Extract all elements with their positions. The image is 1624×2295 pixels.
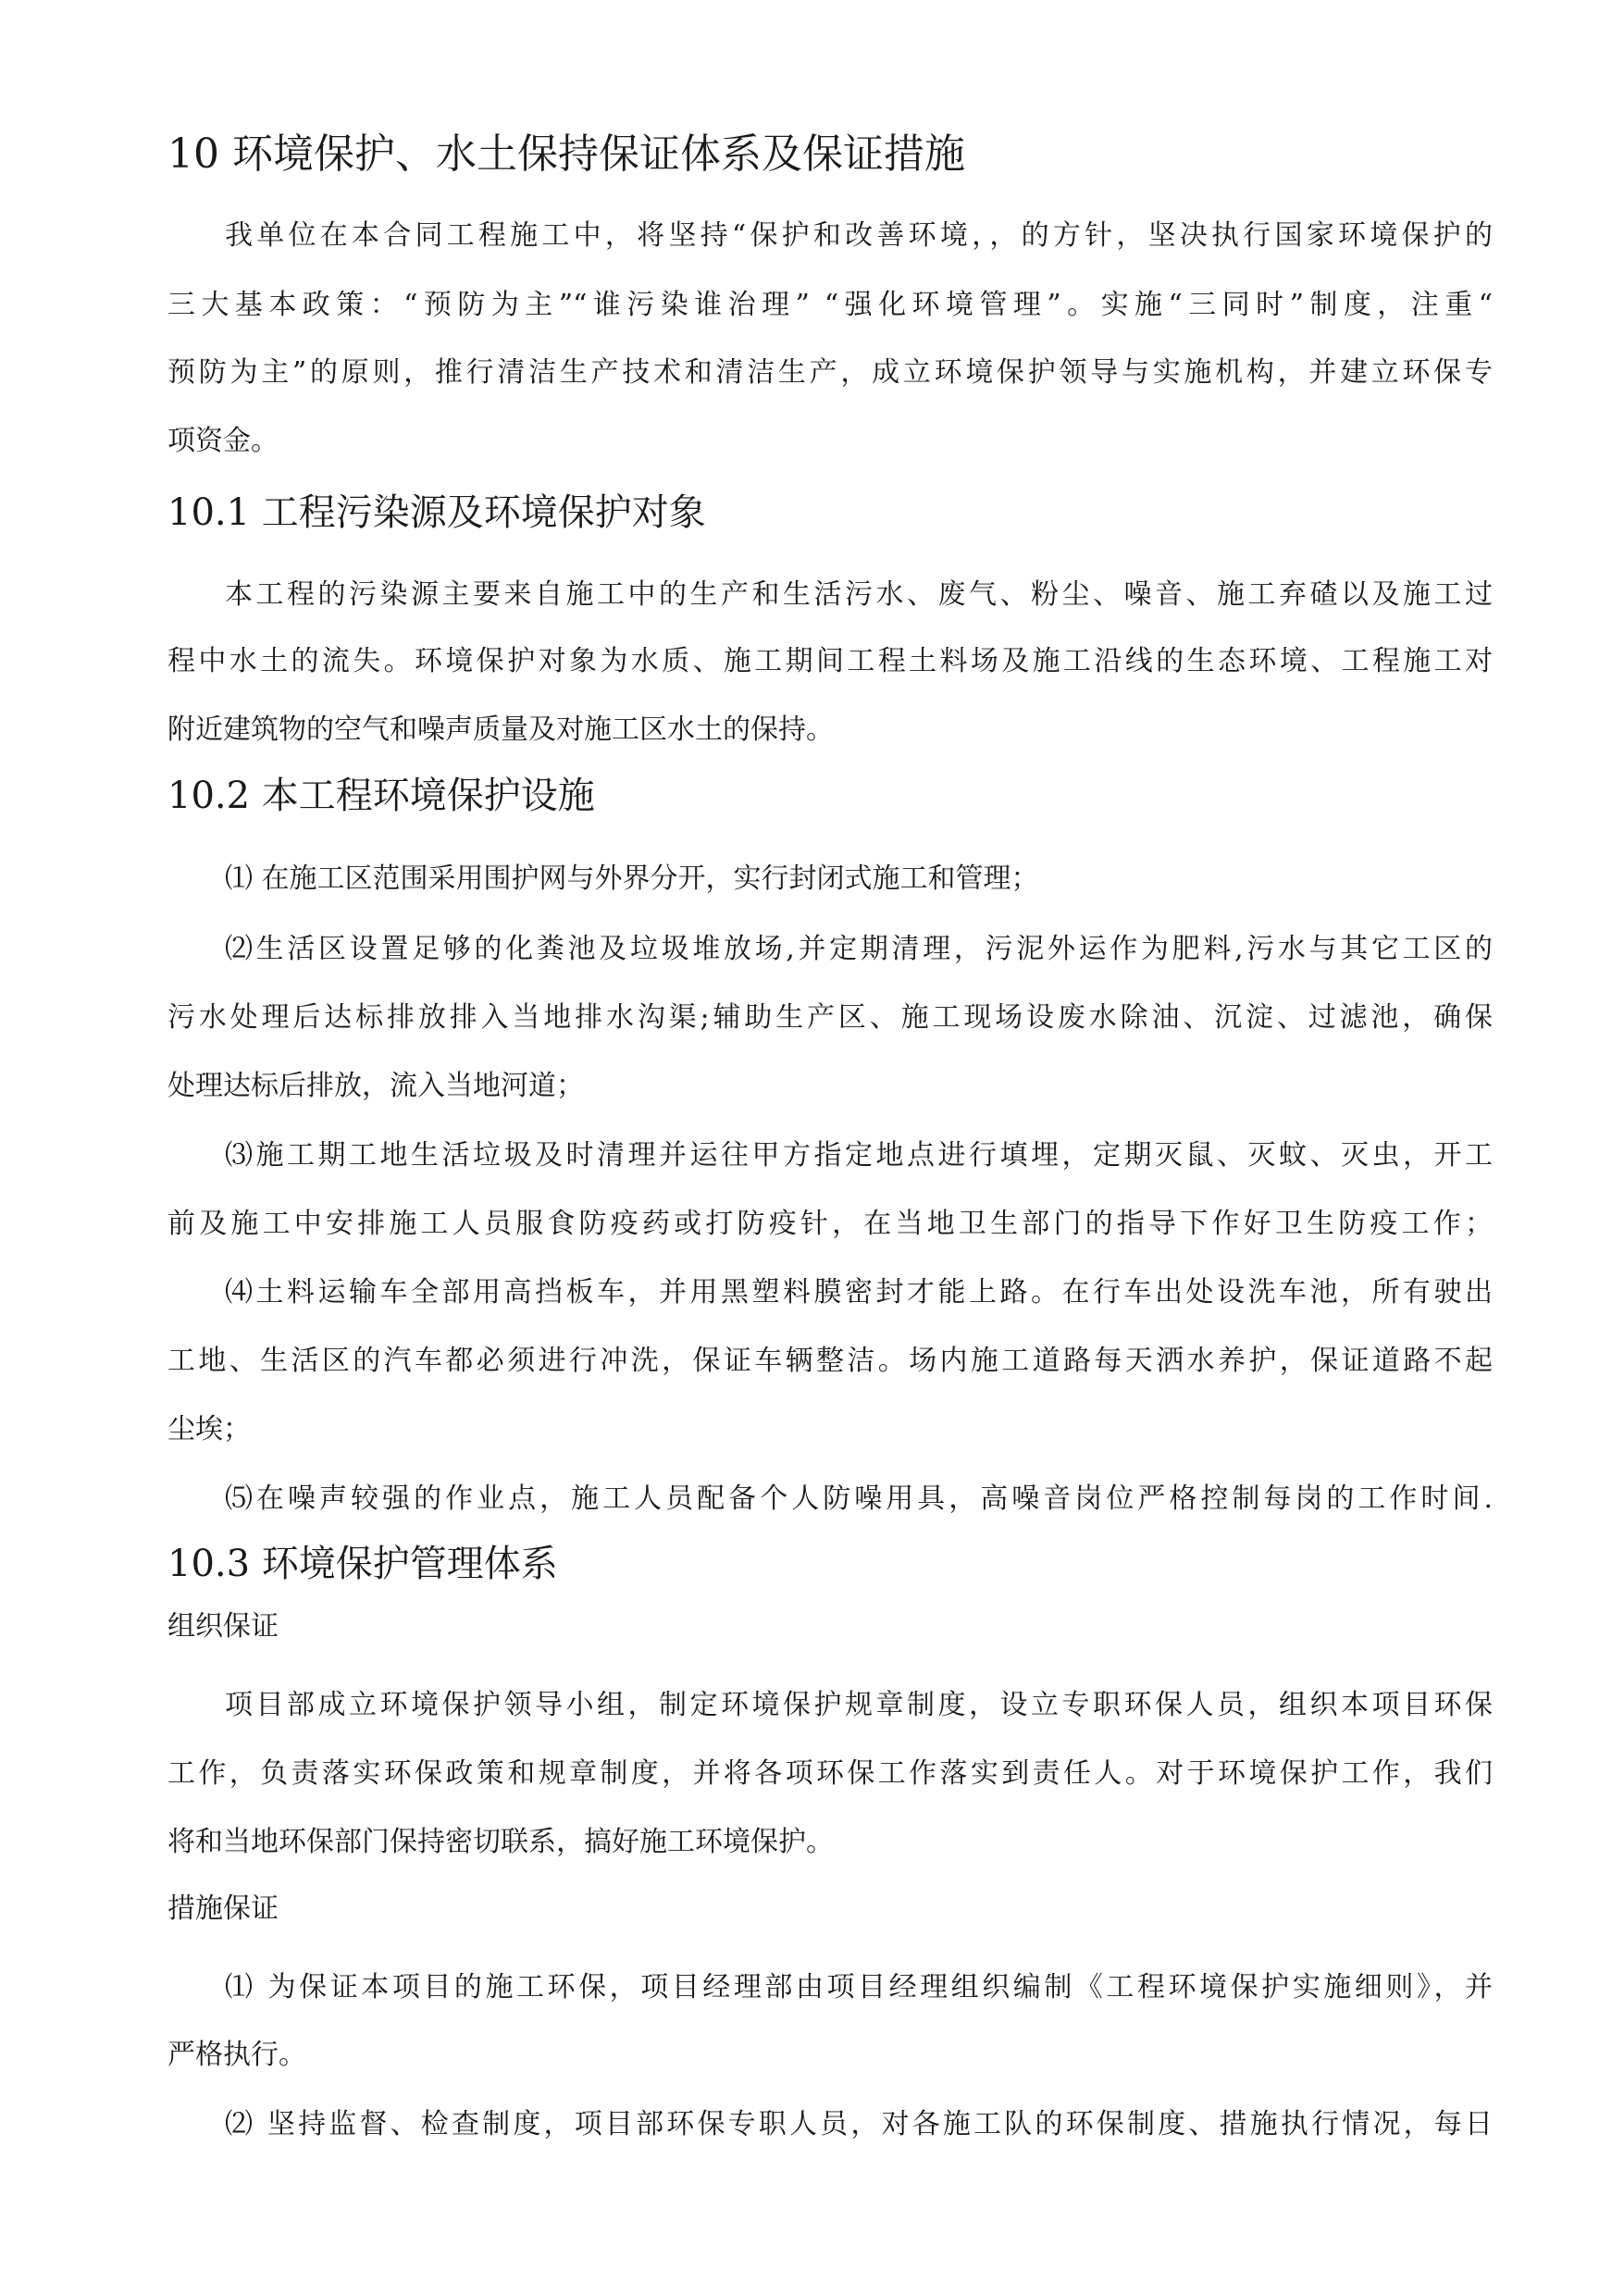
list-item-continuation: 处理达标后排放，流入当地河道；	[167, 1070, 584, 1102]
list-item-continuation: 污水处理后达标排放排入当地排水沟渠;辅助生产区、施工现场设废水除油、沉淀、过滤池，确保	[167, 1001, 1493, 1034]
intro-line: 预防为主”的原则，推行清洁生产技术和清洁生产，成立环境保护领导与实施机构，并建立环保专	[167, 356, 1493, 389]
list-item: ⑵ 坚持监督、检查制度，项目部环保专职人员，对各施工队的环保制度、措施执行情况，每日	[225, 2108, 1493, 2140]
list-item-continuation: 尘埃；	[167, 1413, 251, 1445]
paragraph-line: 附近建筑物的空气和噪声质量及对施工区水土的保持。	[167, 713, 834, 746]
list-item: ⑴ 在施工区范围采用围护网与外界分开，实行封闭式施工和管理；	[225, 862, 1039, 895]
paragraph-line: 项目部成立环境保护领导小组，制定环境保护规章制度，设立专职环保人员，组织本项目环保	[225, 1689, 1493, 1721]
paragraph-line: 本工程的污染源主要来自施工中的生产和生活污水、废气、粉尘、噪音、施工弃碴以及施工过	[225, 578, 1493, 611]
subsection-heading: 10.3 环境保护管理体系	[167, 1543, 558, 1585]
list-item: ⑷土料运输车全部用高挡板车，并用黑塑料膜密封才能上路。在行车出处设洗车池，所有驶出	[225, 1276, 1493, 1309]
paragraph-line: 程中水土的流失。环境保护对象为水质、施工期间工程土料场及施工沿线的生态环境、工程施工对	[167, 645, 1493, 677]
paragraph-line: 将和当地环保部门保持密切联系，搞好施工环境保护。	[167, 1826, 834, 1858]
list-item: ⑴ 为保证本项目的施工环保，项目经理部由项目经理组织编制《工程环境保护实施细则》，并	[225, 1971, 1493, 2003]
list-item-continuation: 严格执行。	[167, 2039, 306, 2071]
paragraph-line: 工作，负责落实环保政策和规章制度，并将各项环保工作落实到责任人。对于环境保护工作，我们	[167, 1757, 1493, 1790]
intro-line: 我单位在本合同工程施工中，将坚持“保护和改善环境，，的方针，坚决执行国家环境保护的	[225, 219, 1493, 252]
intro-line: 三大基本政策：“预防为主”“谁污染谁治理” “强化环境管理”。实施“三同时”制度，注重“	[167, 289, 1493, 321]
list-item-continuation: 工地、生活区的汽车都必须进行冲洗，保证车辆整洁。场内施工道路每天洒水养护，保证道路不起	[167, 1345, 1493, 1377]
subsection-heading: 10.1 工程污染源及环境保护对象	[167, 491, 706, 534]
org-guarantee-title: 组织保证	[167, 1610, 279, 1643]
list-item: ⑵生活区设置足够的化粪池及垃圾堆放场,并定期清理，污泥外运作为肥料,污水与其它工区的	[225, 933, 1493, 965]
list-item: ⑶施工期工地生活垃圾及时清理并运往甲方指定地点进行填埋，定期灭鼠、灭蚊、灭虫，开工	[225, 1139, 1493, 1172]
subsection-heading: 10.2 本工程环境保护设施	[167, 775, 595, 817]
list-item-continuation: 前及施工中安排施工人员服食防疫药或打防疫针，在当地卫生部门的指导下作好卫生防疫工作；	[167, 1208, 1493, 1240]
list-item: ⑸在噪声较强的作业点，施工人员配备个人防噪用具，高噪音岗位严格控制每岗的工作时间.	[225, 1482, 1493, 1515]
section-title: 10 环境保护、水土保持保证体系及保证措施	[167, 130, 965, 178]
measure-guarantee-title: 措施保证	[167, 1892, 279, 1925]
intro-line: 项资金。	[167, 425, 279, 457]
